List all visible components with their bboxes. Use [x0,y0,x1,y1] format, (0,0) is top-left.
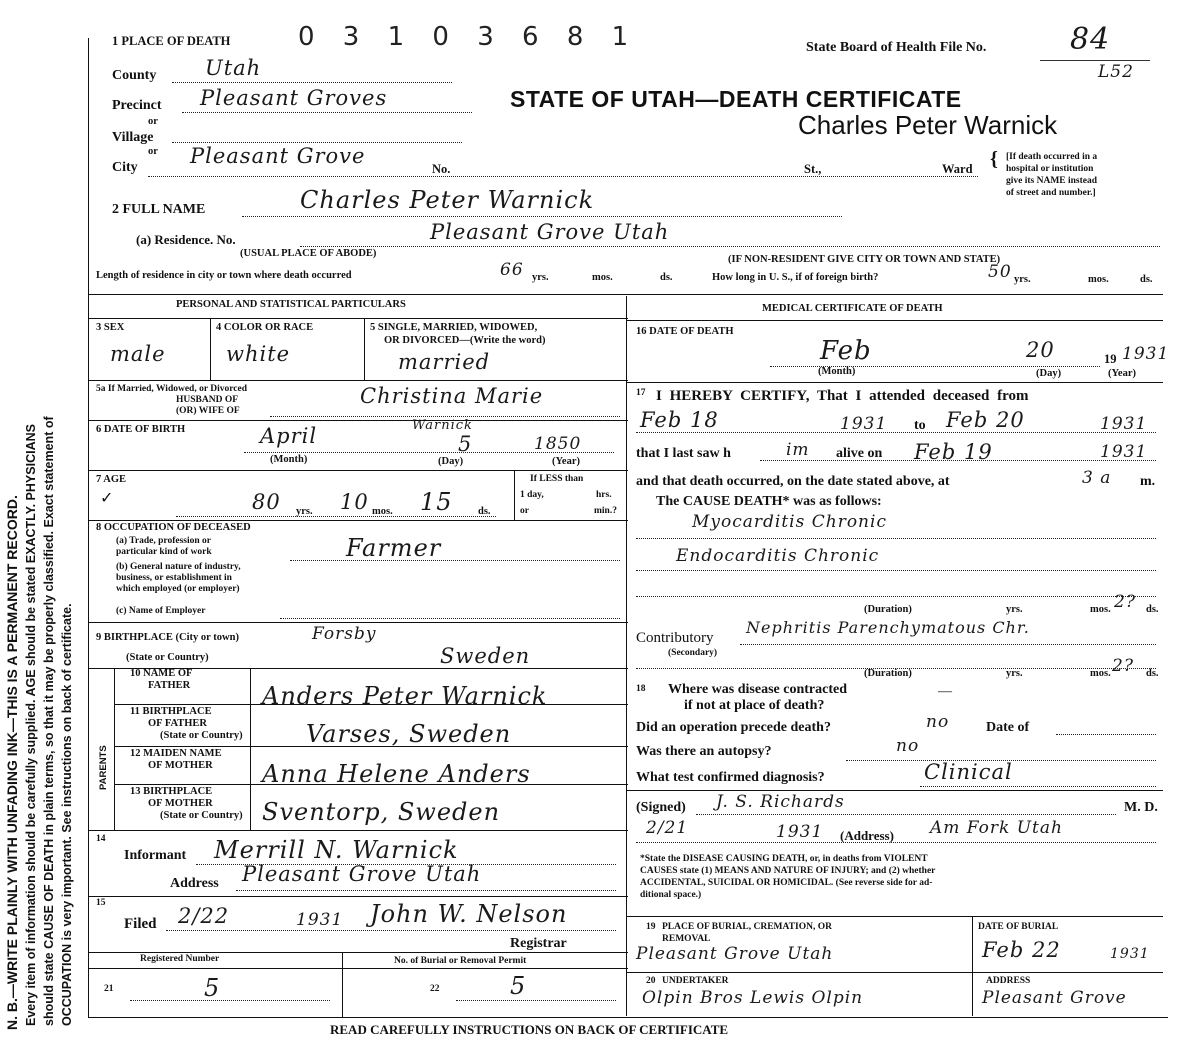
attended-to-year: 1931 [1100,414,1148,434]
test-value: Clinical [924,760,1013,784]
filed-year: 1931 [296,910,344,930]
father-name: Anders Peter Warnick [262,682,548,710]
last-saw-year: 1931 [1100,442,1148,462]
file-number-label: State Board of Health File No. [806,40,987,55]
residence-label: (a) Residence. No. [136,232,236,247]
undertaker-address: Pleasant Grove [982,988,1127,1008]
city-value: Pleasant Grove [190,144,366,168]
frame-bottom [88,1017,1168,1018]
contributory-cause: Nephritis Parenchymatous Chr. [746,618,1030,637]
registered-number: 5 [204,974,221,1002]
county-value: Utah [205,56,262,80]
mother-birthplace: Sventorp, Sweden [262,798,501,826]
margin-line-4: OCCUPATION is very important. See instructions on back of certificate. [60,603,74,1026]
cause-primary-1: Myocarditis Chronic [692,512,887,532]
time-of-death: 3 a [1082,468,1112,488]
contributory-label: Contributory [636,630,714,646]
medical-heading: MEDICAL CERTIFICATE OF DEATH [762,303,943,314]
precinct-value: Pleasant Groves [200,86,388,110]
precinct-label: Precinct [112,98,162,113]
filed-label: Filed [124,916,157,932]
burial-date: Feb 22 [982,938,1061,962]
informant-address-label: Address [170,876,219,891]
margin-line-2: Every item of information should be carefully supplied. AGE should be stated EXACTLY. PHYSICIANS [24,424,38,1026]
birthplace-country: Sweden [440,644,531,668]
last-saw-date: Feb 19 [914,440,993,464]
certify-statement: I HEREBY CERTIFY, That I attended deceased from [656,388,1029,404]
death-day: 20 [1026,338,1055,362]
attended-to: Feb 20 [946,408,1025,432]
occupation-value: Farmer [346,534,442,562]
length-residence-years: 66 [500,260,524,280]
last-saw-pronoun: im [786,440,810,460]
disease-contracted-value: — [938,684,952,699]
city-label: City [112,160,138,175]
registrar-signature: John W. Nelson [370,900,568,928]
filed-date: 2/22 [178,904,230,928]
sex-value: male [110,342,166,366]
margin-line-1: N. B.—WRITE PLAINLY WITH UNFADING INK—THIS IS A PERMANENT RECORD. [4,495,20,1030]
cause-primary-2: Endocarditis Chronic [676,546,880,566]
spouse-name: Christina Marie [360,384,544,408]
autopsy-value: no [896,736,920,756]
us-residence-label: How long in U. S., if of foreign birth? [712,272,879,283]
dob-month: April [260,424,318,448]
age-years: 80 [252,490,281,514]
signed-year: 1931 [776,822,824,842]
village-label: Village [112,130,154,145]
informant-name: Merrill N. Warnick [214,836,459,864]
dob-day: 5 [458,432,473,456]
file-number: 84 [1070,22,1111,57]
personal-heading: PERSONAL AND STATISTICAL PARTICULARS [176,299,406,310]
attended-from: Feb 18 [640,408,719,432]
father-birthplace: Varses, Sweden [306,720,512,748]
full-name-label: 2 FULL NAME [112,202,206,217]
death-month: Feb [820,336,872,366]
contributory-duration-months: 2? [1112,656,1134,676]
footer-instructions: READ CAREFULLY INSTRUCTIONS ON BACK OF CERTIFICATE [330,1022,729,1037]
burial-permit-number: 5 [510,972,527,1000]
birthplace-city: Forsby [312,624,377,644]
frame-left [88,38,89,1018]
mother-name: Anna Helene Anders [262,760,531,788]
informant-label: Informant [124,848,187,863]
burial-place: Pleasant Grove Utah [636,944,834,964]
length-residence-label: Length of residence in city or town where death occurred [96,270,352,281]
cause-label: The CAUSE DEATH* was as follows: [656,494,882,509]
typed-name: Charles Peter Warnick [798,110,1058,140]
age-days: 15 [420,488,453,516]
race-value: white [226,342,291,366]
signed-date: 2/21 [646,818,689,838]
undertaker-name: Olpin Bros Lewis Olpin [642,988,864,1008]
operation-value: no [926,712,950,732]
certificate-stamp-number: 0 3 1 0 3 6 8 1 [298,22,639,52]
place-of-death-label: 1 PLACE OF DEATH [112,34,231,48]
certificate-title: STATE OF UTAH—DEATH CERTIFICATE [510,86,962,112]
attended-from-year: 1931 [840,414,888,434]
death-year: 1931 [1122,344,1170,364]
column-divider [626,296,627,1016]
cause-duration-months: 2? [1114,592,1136,612]
parents-label: PARENTS [98,745,109,790]
corner-note: L52 [1098,62,1134,82]
burial-year: 1931 [1110,946,1150,962]
marital-status-value: married [398,350,491,374]
residence-value: Pleasant Grove Utah [430,220,670,244]
informant-address: Pleasant Grove Utah [242,862,482,886]
physician-signature: J. S. Richards [716,792,845,812]
us-residence-years: 50 [988,262,1012,282]
physician-address: Am Fork Utah [930,818,1063,838]
margin-line-3: should state CAUSE OF DEATH in plain terms, so that it may be properly classified. Exact statement of [42,416,56,1026]
age-months: 10 [340,490,369,514]
registrar-label: Registrar [510,936,567,951]
dob-year: 1850 [534,434,582,454]
county-label: County [112,68,157,83]
full-name-value: Charles Peter Warnick [300,186,595,214]
